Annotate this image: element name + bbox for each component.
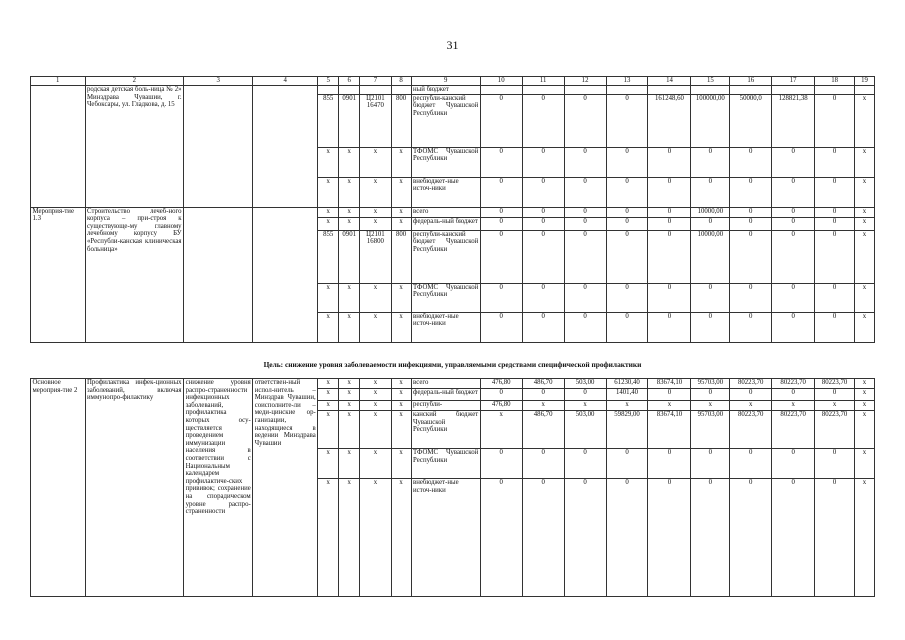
budget-code — [339, 86, 360, 95]
table-row — [31, 86, 875, 95]
budget-code: х — [318, 389, 339, 401]
amount-cell: 0 — [691, 312, 730, 342]
amount-cell: 80223,70 — [730, 379, 772, 389]
budget-code: х — [391, 379, 411, 389]
amount-cell: 0 — [564, 207, 606, 217]
row-label: Основное мероприя-тие 2 — [31, 379, 86, 597]
funding-source: ТФОМС Чувашской Республики — [411, 283, 480, 312]
amount-cell: 503,00 — [564, 411, 606, 449]
amount-cell: 0 — [691, 147, 730, 177]
amount-cell: 0 — [730, 283, 772, 312]
responsible-executor — [253, 207, 318, 342]
funding-source: внебюджет-ные источ-ники — [411, 479, 480, 597]
budget-code: х — [339, 147, 360, 177]
amount-cell: 0 — [815, 479, 855, 597]
amount-cell: х — [855, 449, 875, 479]
budget-code: х — [360, 449, 391, 479]
budget-code: х — [360, 479, 391, 597]
amount-cell: 0 — [522, 312, 564, 342]
amount-cell: 0 — [691, 283, 730, 312]
amount-cell: 0 — [691, 449, 730, 479]
amount-cell: 0 — [480, 147, 522, 177]
table-row — [31, 207, 875, 217]
expected-result — [184, 86, 253, 208]
budget-code: х — [391, 411, 411, 449]
budget-code: х — [391, 449, 411, 479]
funding-source: всего — [411, 207, 480, 217]
amount-cell: 0 — [815, 230, 855, 283]
amount-cell: 0 — [480, 177, 522, 207]
funding-source: федераль-ный бюджет — [411, 217, 480, 230]
amount-cell: 476,80 — [480, 401, 522, 411]
amount-cell: 83674,10 — [648, 379, 691, 389]
budget-code: х — [391, 177, 411, 207]
column-number: 10 — [480, 77, 522, 86]
amount-cell: 0 — [730, 479, 772, 597]
amount-cell: 0 — [730, 230, 772, 283]
amount-cell: 0 — [730, 177, 772, 207]
amount-cell: х — [564, 401, 606, 411]
amount-cell: 0 — [522, 230, 564, 283]
goal-heading: Цель: снижение уровня заболеваемости инфекциями, управляемыми средствами специфической профилактики — [263, 360, 642, 369]
column-number: 3 — [184, 77, 253, 86]
amount-cell: 0 — [480, 94, 522, 147]
budget-code: х — [339, 389, 360, 401]
amount-cell: х — [855, 94, 875, 147]
budget-code — [391, 86, 411, 95]
amount-cell: 0 — [564, 449, 606, 479]
amount-cell: х — [606, 401, 648, 411]
amount-cell: 0 — [522, 147, 564, 177]
budget-code: 0901 — [339, 230, 360, 283]
amount-cell: 0 — [648, 389, 691, 401]
budget-code: х — [318, 411, 339, 449]
budget-code: 855 — [318, 94, 339, 147]
amount-cell — [772, 86, 815, 95]
budget-code: х — [391, 147, 411, 177]
funding-source: всего — [411, 379, 480, 389]
budget-code: х — [360, 177, 391, 207]
amount-cell: х — [855, 389, 875, 401]
amount-cell: 0 — [730, 449, 772, 479]
budget-code: х — [360, 283, 391, 312]
expected-result — [184, 207, 253, 342]
budget-code: х — [339, 207, 360, 217]
amount-cell: 0 — [772, 479, 815, 597]
column-number: 17 — [772, 77, 815, 86]
amount-cell: 0 — [815, 217, 855, 230]
budget-code: х — [360, 147, 391, 177]
amount-cell: 0 — [648, 147, 691, 177]
amount-cell: 0 — [815, 312, 855, 342]
amount-cell: 59829,00 — [606, 411, 648, 449]
program-table-bottom — [30, 378, 875, 597]
budget-code: х — [339, 177, 360, 207]
amount-cell: 0 — [480, 283, 522, 312]
amount-cell: 0 — [730, 389, 772, 401]
amount-cell: 0 — [815, 389, 855, 401]
column-number: 13 — [606, 77, 648, 86]
amount-cell: 95703,00 — [691, 411, 730, 449]
amount-cell: 0 — [648, 230, 691, 283]
budget-code: х — [391, 479, 411, 597]
amount-cell: 0 — [730, 147, 772, 177]
amount-cell: 50000,0 — [730, 94, 772, 147]
header-row — [31, 77, 875, 86]
table-row — [31, 379, 875, 389]
column-number: 16 — [730, 77, 772, 86]
amount-cell: 486,70 — [522, 411, 564, 449]
row-label — [31, 86, 86, 208]
amount-cell: 476,80 — [480, 379, 522, 389]
funding-source: внебюджет-ные источ-ники — [411, 177, 480, 207]
column-number: 14 — [648, 77, 691, 86]
amount-cell: 0 — [815, 449, 855, 479]
amount-cell: 0 — [564, 177, 606, 207]
funding-source: канский бюджет Чувашской Республики — [411, 411, 480, 449]
amount-cell: х — [855, 401, 875, 411]
budget-code: х — [339, 411, 360, 449]
budget-code: х — [339, 479, 360, 597]
amount-cell — [522, 86, 564, 95]
amount-cell: 80223,70 — [815, 411, 855, 449]
budget-code — [318, 86, 339, 95]
amount-cell: 0 — [522, 283, 564, 312]
budget-code: 800 — [391, 230, 411, 283]
budget-code: х — [318, 479, 339, 597]
amount-cell: 0 — [648, 217, 691, 230]
budget-code: х — [391, 389, 411, 401]
amount-cell: 0 — [606, 94, 648, 147]
budget-code: х — [318, 283, 339, 312]
expected-result: снижение уровня распро-страненности инфекционных заболеваний, профилактика которых осу-ществляется проведением иммунизации населения в соответствии с Национальным календарем профилактиче-ских прививок; сохранение на спорадическом уровне распро-страненности — [184, 379, 253, 597]
amount-cell: 0 — [815, 94, 855, 147]
amount-cell: 0 — [730, 217, 772, 230]
amount-cell — [480, 86, 522, 95]
amount-cell: 0 — [606, 449, 648, 479]
column-number: 9 — [411, 77, 480, 86]
budget-code: 0901 — [339, 94, 360, 147]
amount-cell: 0 — [691, 389, 730, 401]
amount-cell: 0 — [564, 389, 606, 401]
amount-cell: 0 — [815, 207, 855, 217]
amount-cell: 0 — [606, 312, 648, 342]
amount-cell: 0 — [522, 389, 564, 401]
budget-code: х — [318, 379, 339, 389]
responsible-executor: ответствен-ный испол-нитель – Минздрав Чувашии, соисполните-ли – меди-цинские ор-ганизации, находящиеся в ведении Минздрава Чувашии — [253, 379, 318, 597]
funding-source: республи-канский бюджет Чувашской Республики — [411, 230, 480, 283]
amount-cell: 0 — [772, 230, 815, 283]
budget-code: х — [339, 312, 360, 342]
budget-code: Ц2101 16800 — [360, 230, 391, 283]
budget-code: х — [318, 177, 339, 207]
budget-code: х — [318, 401, 339, 411]
measure-name: родская детская боль-ница № 2» Минздрава Чувашии, г. Чебоксары, ул. Гладкова, д. 15 — [85, 86, 184, 208]
amount-cell: 61230,40 — [606, 379, 648, 389]
budget-code: 855 — [318, 230, 339, 283]
amount-cell: 161248,60 — [648, 94, 691, 147]
funding-source: ТФОМС Чувашской Республики — [411, 449, 480, 479]
budget-code: х — [318, 147, 339, 177]
funding-source: внебюджет-ные источ-ники — [411, 312, 480, 342]
amount-cell: 0 — [772, 283, 815, 312]
amount-cell: 0 — [772, 389, 815, 401]
measure-name: Строительство лечеб-ного корпуса – при-строя к существующе-му главному лечебному корпусу БУ «Республи-канская клиническая больница» — [85, 207, 184, 342]
budget-code: Ц2101 16470 — [360, 94, 391, 147]
amount-cell: 0 — [772, 207, 815, 217]
amount-cell: 486,70 — [522, 379, 564, 389]
amount-cell: х — [855, 312, 875, 342]
amount-cell: 0 — [606, 177, 648, 207]
column-number: 15 — [691, 77, 730, 86]
amount-cell: 0 — [480, 312, 522, 342]
column-number: 6 — [339, 77, 360, 86]
amount-cell: х — [855, 411, 875, 449]
column-number: 19 — [855, 77, 875, 86]
budget-code: х — [339, 449, 360, 479]
amount-cell: 0 — [480, 207, 522, 217]
column-number: 18 — [815, 77, 855, 86]
budget-code: х — [360, 389, 391, 401]
budget-code: х — [391, 283, 411, 312]
amount-cell: 0 — [815, 147, 855, 177]
amount-cell: х — [855, 207, 875, 217]
amount-cell: 0 — [480, 479, 522, 597]
budget-code: х — [391, 401, 411, 411]
budget-code: 800 — [391, 94, 411, 147]
amount-cell: 0 — [480, 217, 522, 230]
program-table-top — [30, 76, 875, 343]
funding-source: ный бюджет — [411, 86, 480, 95]
amount-cell: 0 — [564, 94, 606, 147]
amount-cell — [815, 86, 855, 95]
amount-cell — [730, 86, 772, 95]
budget-code: х — [318, 312, 339, 342]
amount-cell: 10000,00 — [691, 207, 730, 217]
budget-code: х — [391, 312, 411, 342]
budget-code: х — [339, 283, 360, 312]
amount-cell: 0 — [648, 283, 691, 312]
amount-cell: 1401,40 — [606, 389, 648, 401]
amount-cell: 0 — [480, 389, 522, 401]
amount-cell — [855, 86, 875, 95]
amount-cell: 128821,38 — [772, 94, 815, 147]
funding-source: республи-канский бюджет Чувашской Республики — [411, 94, 480, 147]
amount-cell: х — [855, 177, 875, 207]
amount-cell: 0 — [522, 217, 564, 230]
budget-code: х — [339, 217, 360, 230]
column-number: 4 — [253, 77, 318, 86]
amount-cell: 0 — [564, 230, 606, 283]
budget-code — [360, 86, 391, 95]
amount-cell: х — [855, 479, 875, 597]
funding-source: республи- — [411, 401, 480, 411]
amount-cell: 0 — [564, 217, 606, 230]
amount-cell: 0 — [480, 230, 522, 283]
amount-cell: х — [730, 401, 772, 411]
budget-code: х — [391, 217, 411, 230]
amount-cell: 0 — [772, 217, 815, 230]
amount-cell: 0 — [648, 177, 691, 207]
amount-cell: 0 — [772, 177, 815, 207]
amount-cell: 0 — [480, 449, 522, 479]
column-number: 5 — [318, 77, 339, 86]
amount-cell: 0 — [691, 479, 730, 597]
row-label: Мероприя-тие 1.3 — [31, 207, 86, 342]
funding-source: ТФОМС Чувашской Республики — [411, 147, 480, 177]
amount-cell: 0 — [815, 283, 855, 312]
amount-cell: 503,00 — [564, 379, 606, 389]
amount-cell: 0 — [815, 177, 855, 207]
amount-cell: 0 — [564, 147, 606, 177]
amount-cell: 0 — [648, 207, 691, 217]
amount-cell: 0 — [522, 94, 564, 147]
amount-cell — [648, 86, 691, 95]
amount-cell: 0 — [606, 283, 648, 312]
amount-cell: 0 — [522, 449, 564, 479]
amount-cell: 0 — [606, 479, 648, 597]
budget-code: х — [339, 401, 360, 411]
amount-cell: 0 — [606, 217, 648, 230]
funding-source: федераль-ный бюджет — [411, 389, 480, 401]
amount-cell: 0 — [691, 177, 730, 207]
column-number: 7 — [360, 77, 391, 86]
amount-cell: 0 — [606, 147, 648, 177]
budget-code: х — [360, 401, 391, 411]
amount-cell: 0 — [772, 449, 815, 479]
amount-cell: 83674,10 — [648, 411, 691, 449]
amount-cell: 0 — [564, 312, 606, 342]
budget-code: х — [391, 207, 411, 217]
budget-code: х — [360, 411, 391, 449]
measure-name: Профилактика инфек-ционных заболеваний, включая иммунопро-филактику — [85, 379, 184, 597]
column-number: 8 — [391, 77, 411, 86]
budget-code: х — [318, 217, 339, 230]
amount-cell: 0 — [691, 217, 730, 230]
amount-cell: х — [522, 401, 564, 411]
budget-code: х — [360, 312, 391, 342]
amount-cell: 0 — [522, 177, 564, 207]
amount-cell: х — [815, 401, 855, 411]
column-number: 1 — [31, 77, 86, 86]
budget-code: х — [318, 449, 339, 479]
amount-cell: 0 — [606, 230, 648, 283]
amount-cell: 0 — [648, 479, 691, 597]
budget-code: х — [339, 379, 360, 389]
responsible-executor — [253, 86, 318, 208]
amount-cell: 0 — [564, 479, 606, 597]
amount-cell: 0 — [606, 207, 648, 217]
amount-cell: 10000,00 — [691, 230, 730, 283]
budget-code: х — [360, 379, 391, 389]
amount-cell: 0 — [772, 147, 815, 177]
amount-cell — [564, 86, 606, 95]
amount-cell: 80223,70 — [772, 411, 815, 449]
amount-cell: 0 — [730, 312, 772, 342]
page-number: 31 — [446, 38, 459, 52]
budget-code: х — [318, 207, 339, 217]
amount-cell: х — [855, 379, 875, 389]
amount-cell: 0 — [772, 312, 815, 342]
amount-cell: 95703,00 — [691, 379, 730, 389]
budget-code: х — [360, 207, 391, 217]
amount-cell: 0 — [522, 207, 564, 217]
amount-cell: 0 — [564, 283, 606, 312]
amount-cell: х — [480, 411, 522, 449]
column-number: 12 — [564, 77, 606, 86]
amount-cell: 80223,70 — [815, 379, 855, 389]
amount-cell — [606, 86, 648, 95]
amount-cell: х — [691, 401, 730, 411]
amount-cell: 0 — [648, 312, 691, 342]
budget-code: х — [360, 217, 391, 230]
amount-cell: 100000,00 — [691, 94, 730, 147]
amount-cell: 80223,70 — [730, 411, 772, 449]
amount-cell: 0 — [648, 449, 691, 479]
amount-cell — [691, 86, 730, 95]
amount-cell: х — [648, 401, 691, 411]
amount-cell: х — [855, 283, 875, 312]
amount-cell: х — [855, 230, 875, 283]
column-number: 2 — [85, 77, 184, 86]
amount-cell: 0 — [730, 207, 772, 217]
amount-cell: 0 — [522, 479, 564, 597]
amount-cell: х — [855, 217, 875, 230]
amount-cell: 80223,70 — [772, 379, 815, 389]
amount-cell: х — [772, 401, 815, 411]
column-number: 11 — [522, 77, 564, 86]
amount-cell: х — [855, 147, 875, 177]
